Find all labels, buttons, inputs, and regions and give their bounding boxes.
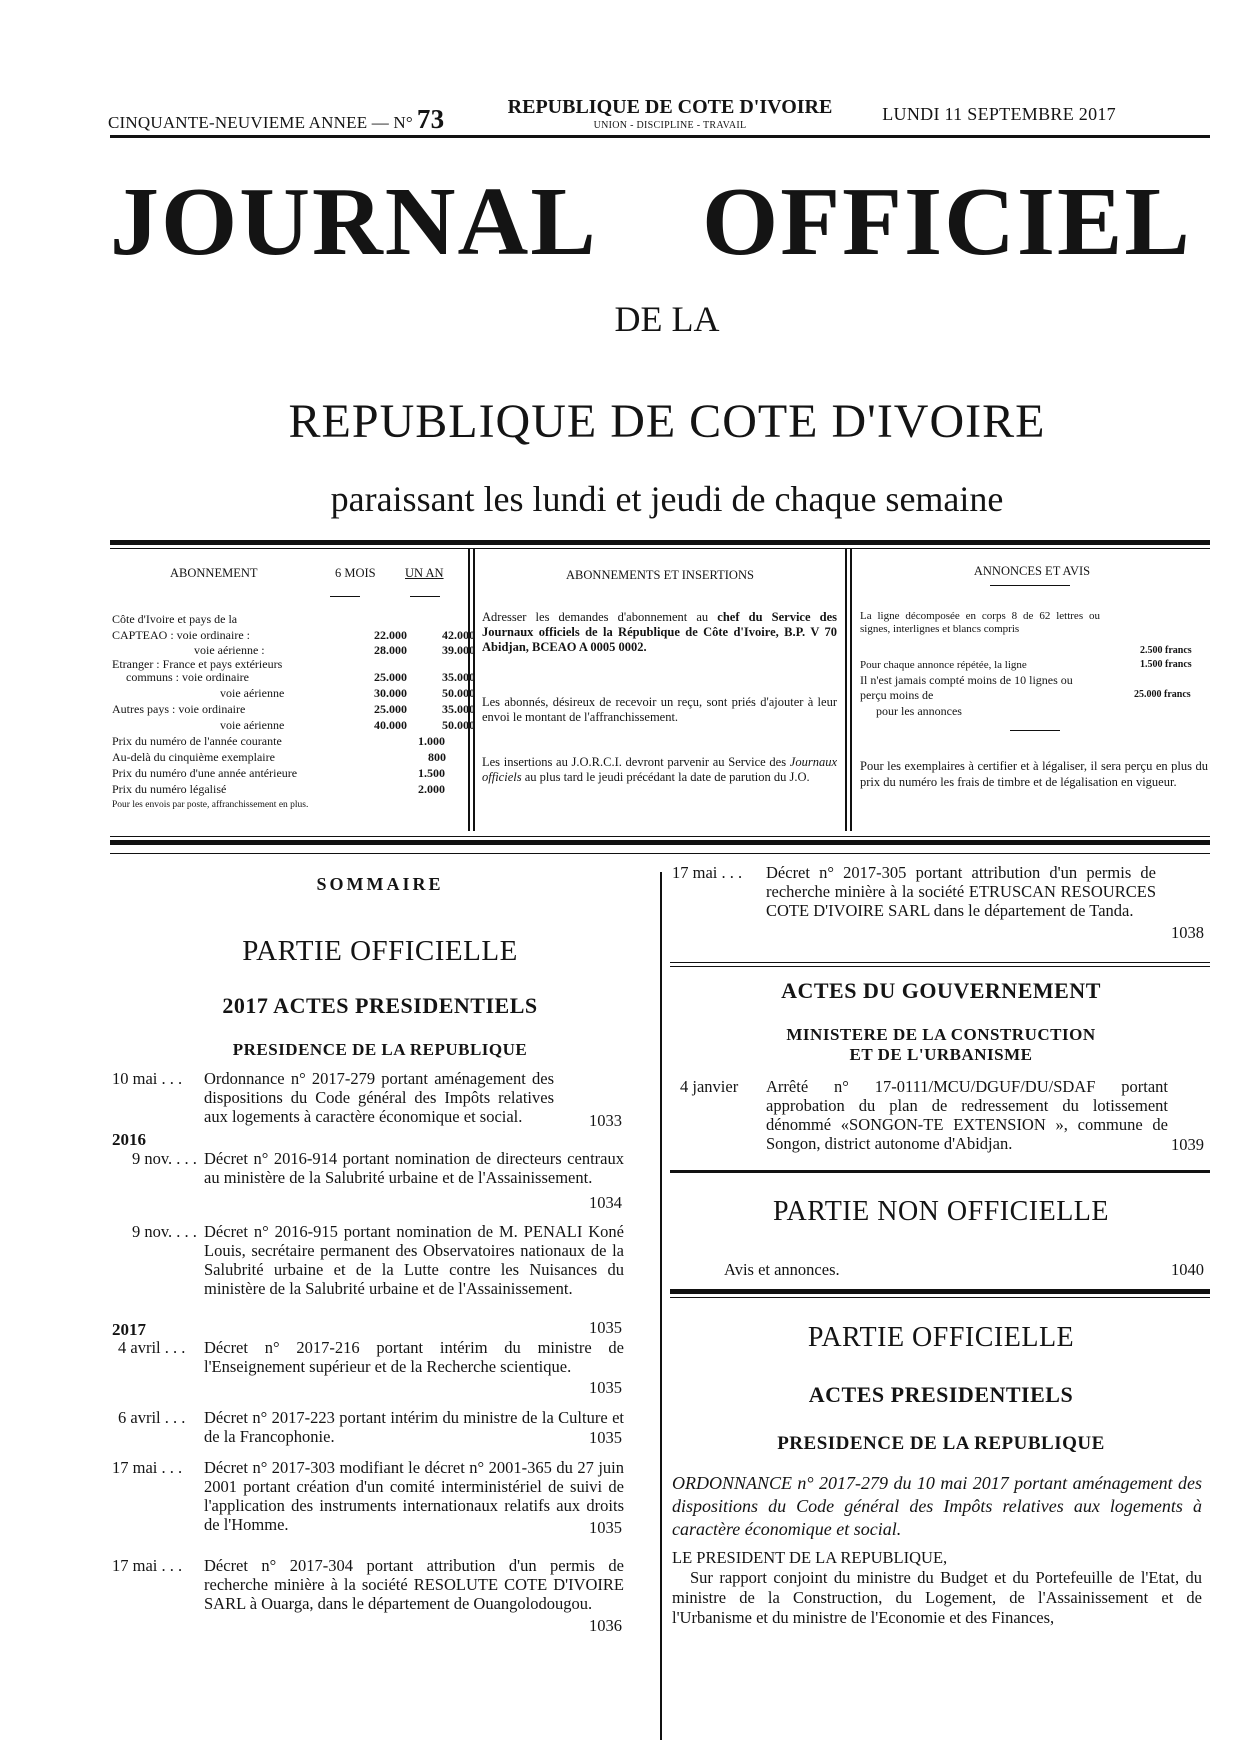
entry-text: Décret n° 2017-304 portant attribution d'un permis de recherche minière à la société RESOLUTE COTE D'IVOIRE SARL à Ouarga, dans le département de Ouangolodougou. — [204, 1556, 624, 1613]
entry-date: 9 nov. . . . — [132, 1222, 197, 1241]
insertions-p1-bold: chef du Service des Journaux officiels de la République de Côte d'Ivoire, B.P. V 70 Abidjan, BCEAO A 0005 0002. — [482, 610, 838, 654]
national-motto: UNION - DISCIPLINE - TRAVAIL — [593, 120, 747, 131]
masthead-word-journal: JOURNAL — [110, 168, 598, 276]
price-label: Prix du numéro légalisé — [112, 782, 227, 796]
body-paragraph: Sur rapport conjoint du ministre du Budget et du Portefeuille de l'Etat, du ministre de la Construction, du Logement, de l'Assainissement et de l'Urbanisme et du ministre de l'Economie et des Finances, — [672, 1568, 1202, 1627]
entry-page: 1033 — [589, 1111, 622, 1130]
entry-page: 1035 — [589, 1318, 622, 1337]
rate-6mois: 22.000 — [374, 628, 407, 642]
masthead-title — [110, 166, 1210, 278]
sommaire-actes-gouvernement: ACTES DU GOUVERNEMENT — [781, 978, 1101, 1003]
rate-label: Autres pays : voie ordinaire — [112, 702, 246, 716]
abonnement-title: ABONNEMENT — [170, 566, 258, 580]
sommaire-actes-presidentiels: 2017 ACTES PRESIDENTIELS — [222, 993, 538, 1018]
insertions-paragraph-1 — [482, 610, 837, 655]
insertions-paragraph-2: Les abonnés, désireux de recevoir un reçu, sont priés d'ajouter à leur envoi le montant de l'affranchissement. — [482, 695, 837, 724]
annonces-line-4: Pour les exemplaires à certifier et à légaliser, il sera perçu en plus du prix du numéro les frais de timbre et de légalisation en vigueur. — [860, 759, 1208, 789]
masthead-word-officiel: OFFICIEL — [702, 168, 1192, 276]
sommaire-presidence: PRESIDENCE DE LA REPUBLIQUE — [232, 1040, 528, 1059]
entry-text: Décret n° 2017-216 portant intérim du ministre de l'Enseignement supérieur et de la Recherche scientique. — [204, 1338, 624, 1376]
entry-page: 1039 — [1171, 1135, 1204, 1154]
box-bottom-rule — [110, 840, 1210, 845]
body-presidence: PRESIDENCE DE LA REPUBLIQUE — [777, 1433, 1105, 1454]
price-value: 800 — [428, 750, 446, 764]
entry-text: Décret n° 2016-915 portant nomination de M. PENALI Koné Louis, secrétaire permanent des Observatoires nationaux de la Salubrité urbaine et de la Lutte contre les Nuisances du ministère de la Salubrité urbaine et de l'Assainissement. — [204, 1222, 624, 1298]
annonces-title-rule — [990, 585, 1070, 586]
rate-an: 50.000 — [442, 718, 475, 732]
right-rule-1b — [670, 966, 1210, 967]
abonnement-region: Côte d'Ivoire et pays de la — [112, 612, 238, 626]
right-rule-3 — [670, 1289, 1210, 1294]
abonnement-footnote: Pour les envois par poste, affranchissement en plus. — [112, 800, 309, 810]
abonnement-short-rule-2 — [410, 596, 440, 597]
body-partie-officielle: PARTIE OFFICIELLE — [807, 1322, 1075, 1353]
sommaire-year: 2017 — [112, 1320, 146, 1339]
right-rule-1 — [670, 962, 1210, 963]
abonnement-short-rule-1 — [330, 596, 360, 597]
rate-label: CAPTEAO : voie ordinaire : — [112, 628, 250, 642]
edition-year-label: CINQUANTE-NEUVIEME ANNEE — N° — [108, 113, 413, 132]
column-divider — [660, 872, 662, 1740]
entry-date: 17 mai . . . — [112, 1458, 183, 1477]
body-actes-presidentiels: ACTES PRESIDENTIELS — [808, 1382, 1074, 1407]
abonnement-col-6mois: 6 MOIS — [335, 566, 376, 580]
header-rule — [110, 135, 1210, 138]
entry-date: 10 mai . . . — [112, 1069, 183, 1088]
rate-6mois: 25.000 — [374, 670, 407, 684]
entry-date: 4 avril . . . — [118, 1338, 186, 1357]
insertions-p1-text: Adresser les demandes d'abonnement au — [482, 610, 709, 624]
entry-text: Décret n° 2017-223 portant intérim du ministre de la Culture et de la Francophonie. — [204, 1408, 624, 1446]
box-top-rule-thin — [110, 548, 1210, 549]
masthead-de-la: DE LA — [614, 299, 720, 339]
entry-text: Décret n° 2016-914 portant nomination de directeurs centraux au ministère de la Salubrité urbaine et de l'Assainissement. — [204, 1149, 624, 1187]
annonces-line-3: Il n'est jamais compté moins de 10 lignes ou perçu moins de — [860, 673, 1073, 702]
annonces-price-1: 2.500 francs — [1140, 645, 1192, 656]
rate-6mois: 28.000 — [374, 643, 407, 657]
entry-date: 6 avril . . . — [118, 1408, 186, 1427]
box-divider-2b — [850, 548, 852, 831]
edition-info — [108, 104, 444, 135]
sommaire-partie-non-officielle: PARTIE NON OFFICIELLE — [772, 1196, 1109, 1227]
rate-an: 35.000 — [442, 702, 475, 716]
sommaire-title: SOMMAIRE — [316, 874, 444, 894]
republic-header — [440, 96, 900, 131]
sommaire-ministere-line-1: MINISTERE DE LA CONSTRUCTION — [786, 1025, 1096, 1044]
entry-text: Décret n° 2017-305 portant attribution d'un permis de recherche minière à la société ETRUSCAN RESOURCES COTE D'IVOIRE SARL dans le département de Tanda. — [766, 863, 1156, 920]
price-value: 2.000 — [418, 782, 445, 796]
entry-page: 1035 — [589, 1378, 622, 1397]
entry-page: 1040 — [1171, 1260, 1204, 1279]
annonces-line-1: La ligne décomposée en corps 8 de 62 lettres ou signes, interlignes et blancs compris — [860, 610, 1100, 635]
edition-number: 73 — [416, 104, 445, 134]
sommaire-year: 2016 — [112, 1130, 146, 1149]
le-president: LE PRESIDENT DE LA REPUBLIQUE, — [672, 1548, 948, 1567]
rate-an: 39.000 — [442, 643, 475, 657]
annonces-price-2: 1.500 francs — [1140, 659, 1192, 670]
rate-6mois: 30.000 — [374, 686, 407, 700]
entry-date: 9 nov. . . . — [132, 1149, 197, 1168]
entry-date: 17 mai . . . — [112, 1556, 183, 1575]
annonces-line-2: Pour chaque annonce répétée, la ligne — [860, 659, 1027, 671]
masthead-subtitle: paraissant les lundi et jeudi de chaque semaine — [330, 479, 1004, 519]
annonces-title: ANNONCES ET AVIS — [973, 564, 1091, 578]
ordonnance-title: ORDONNANCE n° 2017-279 du 10 mai 2017 portant aménagement des dispositions du Code général des Impôts relatives aux logements à caractère économique et social. — [672, 1473, 1202, 1539]
sommaire-partie-officielle: PARTIE OFFICIELLE — [242, 935, 518, 967]
insertions-title: ABONNEMENTS ET INSERTIONS — [566, 568, 754, 582]
box-divider-2 — [845, 548, 847, 831]
entry-page: 1035 — [589, 1518, 622, 1537]
price-value: 1.000 — [418, 734, 445, 748]
price-label: Prix du numéro d'une année antérieure — [112, 766, 298, 780]
annonces-short-rule — [1010, 730, 1060, 731]
price-label: Au-delà du cinquième exemplaire — [112, 750, 275, 764]
rate-6mois: 25.000 — [374, 702, 407, 716]
entry-page: 1034 — [589, 1193, 622, 1212]
rate-6mois: 40.000 — [374, 718, 407, 732]
annonces-line-3b: pour les annonces — [876, 704, 962, 718]
rate-label: voie aérienne — [220, 686, 285, 700]
box-top-rule — [110, 540, 1210, 545]
issue-date: LUNDI 11 SEPTEMBRE 2017 — [882, 104, 1116, 124]
price-label: Prix du numéro de l'année courante — [112, 734, 282, 748]
abonnement-col-an: UN AN — [405, 566, 444, 580]
insertions-p3-italic: Journaux officiels — [482, 755, 837, 784]
rate-label: voie aérienne — [220, 718, 285, 732]
right-rule-3b — [670, 1297, 1210, 1298]
avis-text: Avis et annonces. — [724, 1260, 840, 1279]
entry-date: 17 mai . . . — [672, 863, 743, 882]
annonces-price-3: 25.000 francs — [1134, 689, 1191, 700]
entry-text: Arrêté n° 17-0111/MCU/DGUF/DU/SDAF portant approbation du plan de redressement du lotissement dénommé «SONGON-TE EXTENSION », commune de Songon, district autonome d'Abidjan. — [766, 1077, 1168, 1153]
insertions-paragraph-3 — [482, 755, 837, 785]
entry-text: Ordonnance n° 2017-279 portant aménagement des dispositions du Code général des Impôts relatives aux logements à caractère économique et social. — [204, 1069, 554, 1126]
right-rule-2 — [670, 1170, 1210, 1173]
rate-an: 35.000 — [442, 670, 475, 684]
rate-an: 50.000 — [442, 686, 475, 700]
rate-label: voie aérienne : — [194, 643, 265, 657]
sommaire-ministere-line-2: ET DE L'URBANISME — [849, 1045, 1033, 1064]
masthead-republic: REPUBLIQUE DE COTE D'IVOIRE — [288, 395, 1046, 448]
entry-date: 4 janvier — [680, 1077, 739, 1096]
rate-label: communs : voie ordinaire — [126, 670, 249, 684]
insertions-p3-text-a: Les insertions au J.O.R.C.I. devront parvenir au Service des — [482, 755, 787, 769]
entry-page: 1038 — [1171, 923, 1204, 942]
box-bottom-rule-thin — [110, 836, 1210, 837]
rate-an: 42.000 — [442, 628, 475, 642]
rate-label: Etranger : France et pays extérieurs — [112, 657, 283, 671]
insertions-p3-text-b: au plus tard le jeudi précédant la date de parution du J.O. — [524, 770, 810, 784]
price-value: 1.500 — [418, 766, 445, 780]
entry-page: 1035 — [589, 1428, 622, 1447]
republic-name: REPUBLIQUE DE COTE D'IVOIRE — [507, 96, 833, 118]
entry-page: 1036 — [589, 1616, 622, 1635]
lower-top-rule — [110, 853, 1210, 854]
entry-text: Décret n° 2017-303 modifiant le décret n° 2001-365 du 27 juin 2001 portant création d'un comité interministériel de suivi de l'application des instruments internationaux relatifs aux droits de l'Homme. — [204, 1458, 624, 1534]
